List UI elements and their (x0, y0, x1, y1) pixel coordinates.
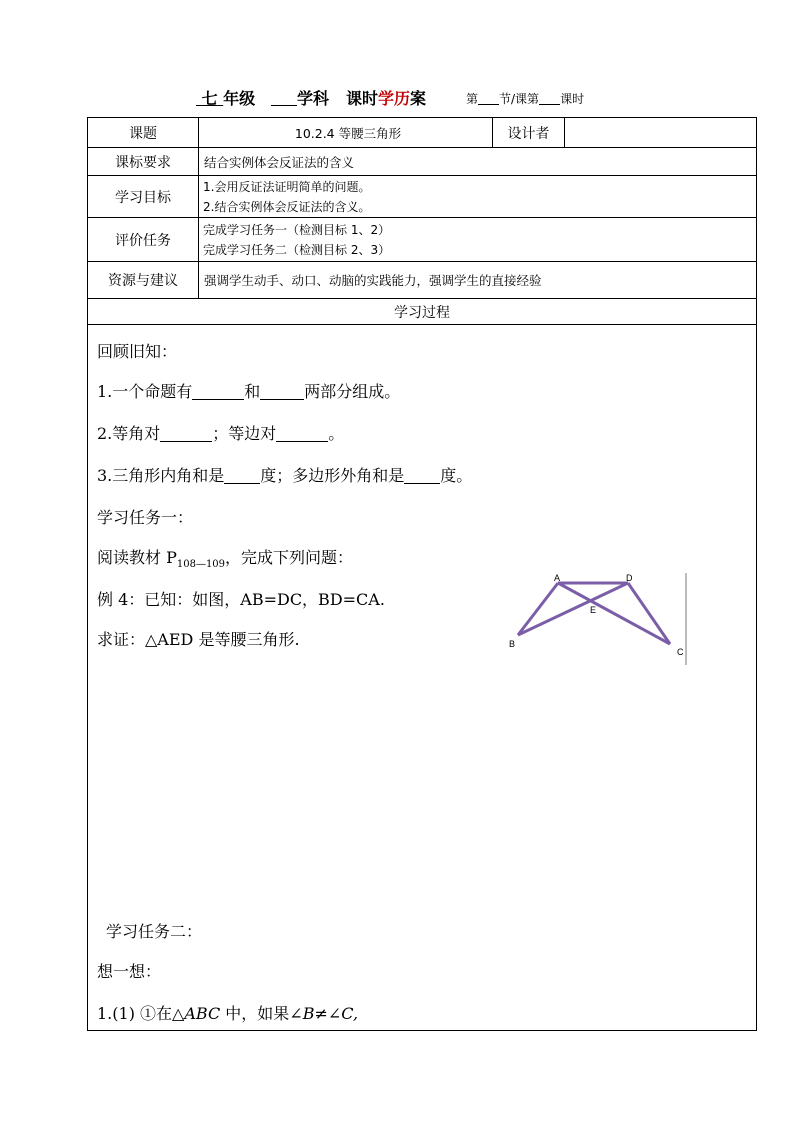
item-1: 1.(1) ①在△ABC 中，如果∠B≠∠C, (97, 1004, 359, 1023)
document-header (0, 86, 794, 110)
section-info: 第 节/课第 课时 (466, 92, 585, 106)
label-e: E (590, 605, 597, 615)
topic-value: 10.2.4 等腰三角形 (199, 118, 493, 148)
resource-value: 强调学生动手、动口、动脑的实践能力，强调学生的直接经验 (199, 262, 757, 299)
designer-value (565, 118, 757, 148)
eval-row (88, 218, 757, 262)
content-cell (88, 325, 757, 1031)
label-d: D (626, 573, 633, 583)
triangle-figure (506, 573, 691, 665)
task1-title: 学习任务一： (97, 508, 194, 527)
goal-item: 2.结合实例体会反证法的含义。 (203, 199, 371, 214)
process-label: 学习过程 (88, 299, 757, 325)
goal-item: 1.会用反证法证明简单的问题。 (203, 179, 371, 194)
subject-label: 学科 (271, 86, 329, 109)
topic-row (88, 118, 757, 148)
segment-dc (628, 583, 670, 644)
eval-item: 完成学习任务一（检测目标 1、2） (203, 222, 391, 237)
goals-label: 学习目标 (88, 176, 199, 218)
review-title: 回顾旧知： (97, 342, 178, 361)
eval-item: 完成学习任务二（检测目标 2、3） (203, 242, 391, 257)
reading-instruction: 阅读教材 $P_{108—109}$，完成下列问题： (97, 548, 354, 571)
topic-label: 课题 (88, 118, 199, 148)
standard-label: 课标要求 (88, 148, 199, 176)
standard-row (88, 148, 757, 176)
goals-row (88, 176, 757, 218)
question-3: 3.三角形内角和是 度；多边形外角和是 度。 (97, 466, 473, 485)
lesson-table (87, 117, 757, 1031)
goals-value (199, 176, 757, 218)
grade-label: 七 年级 (201, 89, 256, 108)
think-title: 想一想： (97, 962, 162, 981)
label-b: B (509, 639, 516, 649)
example-prove: 求证：△AED 是等腰三角形. (97, 630, 300, 649)
standard-value: 结合实例体会反证法的含义 (199, 148, 757, 176)
eval-value (199, 218, 757, 262)
label-a: A (554, 573, 561, 583)
content-row (88, 325, 757, 1031)
question-2: 2.等角对 ；等边对 。 (97, 424, 345, 443)
segment-ac (558, 583, 670, 644)
resource-label: 资源与建议 (88, 262, 199, 299)
example-given: 例 4：已知：如图，AB=DC，BD=CA. (97, 590, 385, 609)
process-row (88, 299, 757, 325)
label-c: C (677, 647, 684, 657)
eval-label: 评价任务 (88, 218, 199, 262)
question-1: 1.一个命题有 和 两部分组成。 (97, 382, 401, 401)
doc-title: 课时学历案 (346, 89, 427, 108)
designer-label: 设计者 (493, 118, 565, 148)
resource-row (88, 262, 757, 299)
task2-title: 学习任务二： (106, 922, 203, 941)
